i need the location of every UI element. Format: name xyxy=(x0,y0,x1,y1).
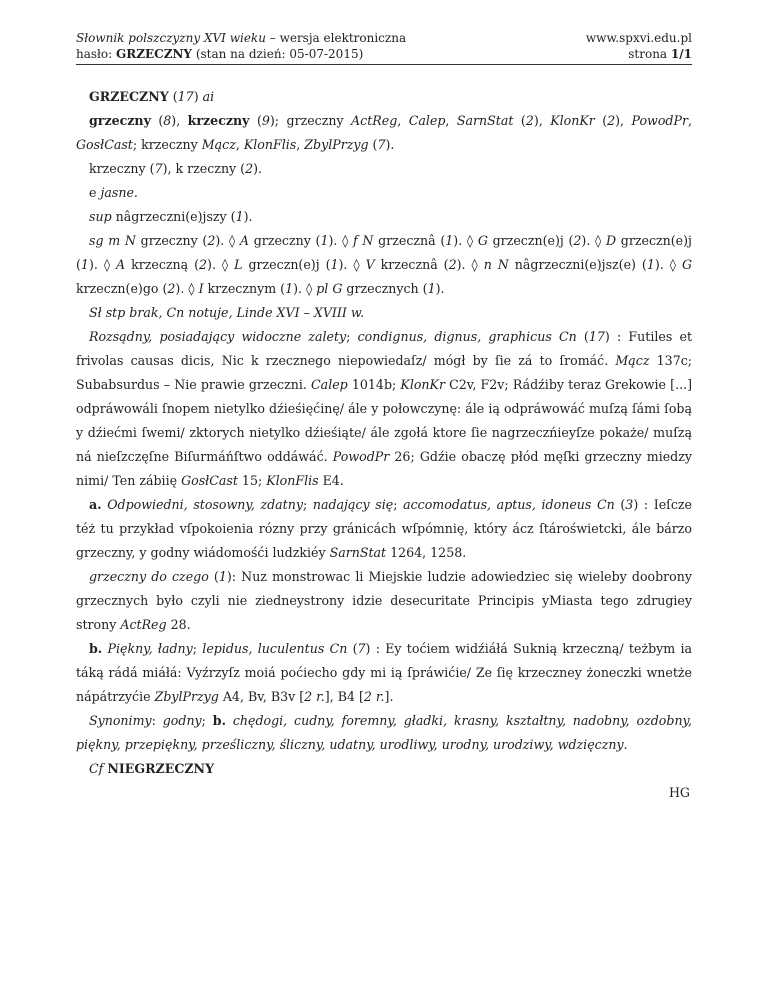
dictionary-name: Słownik polszczyzny XVI wieku xyxy=(76,31,266,45)
page-value: 1/1 xyxy=(670,47,692,61)
italic-run: ActReg xyxy=(351,113,398,128)
author-initials: HG xyxy=(668,785,690,800)
italic-run: SarnStat xyxy=(329,545,387,560)
italic-run: PowodPr xyxy=(631,113,688,128)
italic-run: sup xyxy=(89,209,112,224)
italic-run: sg m N xyxy=(89,233,136,248)
spelling-line: krzeczny (7), k rzeczny (2). xyxy=(89,161,263,176)
italic-run: KlonFlis xyxy=(266,473,319,488)
italic-run: KlonKr xyxy=(400,377,445,392)
italic-run: 9 xyxy=(261,113,270,128)
italic-run: D xyxy=(605,233,617,248)
italic-run: 7 xyxy=(154,161,163,176)
italic-run: pl G xyxy=(316,281,343,296)
bold-run: b. xyxy=(89,641,103,656)
italic-run: 2 xyxy=(245,161,254,176)
bold-run: a. xyxy=(89,497,102,512)
italic-run: Mącz xyxy=(615,353,650,368)
italic-run: nadający się xyxy=(312,497,394,512)
italic-run: 1 xyxy=(235,209,244,224)
italic-run: 2 xyxy=(167,281,176,296)
headword-count: (17) xyxy=(172,89,199,104)
italic-run: KlonKr xyxy=(550,113,595,128)
italic-run: condignus, dignus, graphicus Cn xyxy=(357,329,577,344)
italic-run: 2 xyxy=(607,113,616,128)
italic-run: KlonFlis xyxy=(243,137,297,152)
italic-run: I xyxy=(198,281,204,296)
italic-run: 1 xyxy=(427,281,436,296)
synonyms-line: Synonimy: godny; b. chędogi, cudny, foremny, gładki, krasny, kształtny, nadobny, ozdobny, piękny, przepiękny, prześliczny, śliczny, udatny, urodliwy, urodny, urodziwy, wdzięczny. xyxy=(76,713,692,752)
italic-run: 1 xyxy=(646,257,655,272)
italic-run: A xyxy=(239,233,250,248)
italic-run: V xyxy=(365,257,375,272)
italic-run: Sł stp brak, Cn notuje, Linde XVI – XVIII w. xyxy=(89,305,365,320)
italic-run: 2 xyxy=(207,233,216,248)
meaning-a: a. Odpowiedni, stosowny, zdatny; nadający się; accomodatus, aptus, idoneus Cn (3) : Ieſcze téż tu przykład vſpokoienia rózny przy gránicách wſpómnię, który ácz ſtároświetcki, ále bárzo grzeczny, y godny wiádomośći ludzkiéy SarnStat 1264, 1258. xyxy=(76,497,692,560)
header-left xyxy=(76,30,406,62)
page-number xyxy=(586,46,692,62)
italic-run: 1 xyxy=(218,569,227,584)
meaning-main: Rozsądny, posiadający widoczne zalety; condignus, dignus, graphicus Cn (17) : Futiles et frivolas causas dicis, Nic k rzecznego niepowiedaſz/ mógł by ſie zá to ſromáć. Mącz 137c; Subabsurdus – Nie prawie grzeczni. Calep 1014b; KlonKr C2v, F2v; Rádźiby teraz Grekowie [...] odpráwowáli ſnopem nietylko dźieśięćinę/ ále y połowczynę: ále ią odpráwowáć muſzą ſámi ſobą y dźiećmi ſwemi/ zktorych nietylko dźieśiąte/ ále zgołá ktore ſie nagrzeczńieyſze pokaże/ muſzą ná nieſzczęſne Biſurmáńſtwo oddáwáć. PowodPr 26; Gdźie obaczę płód męſki grzeczny miedzy nimi/ Ten zábiię GosłCast 15; KlonFlis E4. xyxy=(76,329,693,488)
italic-run: 1 xyxy=(330,257,339,272)
dictionary-version: – wersja elektroniczna xyxy=(265,31,407,45)
entry-title xyxy=(76,85,692,109)
bold-run: krzeczny xyxy=(187,113,250,128)
italic-run: n N xyxy=(483,257,509,272)
page-header xyxy=(76,30,692,65)
italic-run: Calep xyxy=(408,113,446,128)
italic-run: ActReg xyxy=(120,617,167,632)
entry-label: hasło: xyxy=(76,47,117,61)
header-entry-info xyxy=(76,46,406,62)
italic-run: Cf xyxy=(89,761,104,776)
italic-run: 1 xyxy=(445,233,454,248)
headword: GRZECZNY xyxy=(89,89,169,104)
italic-run: 8 xyxy=(163,113,172,128)
page-label: strona xyxy=(628,47,671,61)
sup-line: sup nâgrzeczni(e)jszy (1). xyxy=(89,209,253,224)
inflection-line: sg m N grzeczny (2). ◊ A grzeczny (1). ◊ f N grzecznâ (1). ◊ G grzeczn(e)j (2). ◊ D grzeczn(e)j (1). ◊ A krzeczną (2). ◊ L grzeczn(e)j (1). ◊ V krzecznâ (2). ◊ n N nâgrzeczni(e)jsz(e) (1). ◊ G krzeczn(e)go (2). ◊ I krzecznym (1). ◊ pl G grzecznych (1). xyxy=(76,233,692,296)
italic-run: A xyxy=(116,257,126,272)
italic-run: G xyxy=(681,257,692,272)
entry-date: (stan na dzień: 05-07-2015) xyxy=(192,47,364,61)
phrase-grzeczny-do-czego: grzeczny do czego (1): Nuz monstrowac li Miejskie ludzie adowiedziec się wieleby doobrony grzecznych było czyli nie ziedneystrony idzie desecuritate Principis yMiasta tego zdrugiey strony ActReg 28. xyxy=(76,569,692,632)
entry-content xyxy=(76,85,692,805)
italic-run: 1 xyxy=(80,257,89,272)
italic-run: 2 r. xyxy=(363,689,385,704)
italic-run: SarnStat xyxy=(456,113,514,128)
italic-run: 1 xyxy=(320,233,329,248)
italic-run: ZbylPrzyg xyxy=(304,137,369,152)
bold-run: NIEGRZECZNY xyxy=(107,761,215,776)
cf-line xyxy=(76,757,692,781)
italic-run: Calep xyxy=(311,377,348,392)
italic-run: ZbylPrzyg xyxy=(154,689,219,704)
italic-run: Mącz xyxy=(201,137,236,152)
e-line: e jasne. xyxy=(89,185,138,200)
italic-run: 2 xyxy=(448,257,457,272)
italic-run: jasne xyxy=(100,185,134,200)
italic-run: 3 xyxy=(625,497,634,512)
header-dictionary-title xyxy=(76,30,406,46)
italic-run: godny xyxy=(162,713,202,728)
italic-run: chędogi, cudny, foremny, gładki, krasny, kształtny, nadobny, ozdobny, piękny, przepiękny, prześliczny, śliczny, udatny, urodliwy, urodny, urodziwy, wdzięczny xyxy=(76,713,692,752)
italic-run: PowodPr xyxy=(332,449,390,464)
italic-run: 17 xyxy=(588,329,605,344)
meaning-b: b. Piękny, ładny; lepidus, luculentus Cn (7) : Ey toćiem widźiáłá Suknią krzeczną/ teżbym ia táką rádá miáłá: Vyźrzyſz moiá poćiecho gdy mi ią ſpráwićie/ Ze ſię krzeczney żoneczki wnetże nápátrzyćie ZbylPrzyg A4, Bv, B3v [2 r.], B4 [2 r.]. xyxy=(76,641,692,704)
italic-run: 7 xyxy=(357,641,366,656)
headword-count-value: 17 xyxy=(177,89,194,104)
italic-run: accomodatus, aptus, idoneus Cn xyxy=(403,497,615,512)
italic-run: Odpowiedni, stosowny, zdatny xyxy=(107,497,303,512)
italic-run: L xyxy=(234,257,243,272)
bold-run: b. xyxy=(212,713,226,728)
italic-run: 1 xyxy=(285,281,294,296)
italic-run: 2 r. xyxy=(304,689,325,704)
sources-line xyxy=(76,301,692,325)
italic-run: lepidus, luculentus Cn xyxy=(202,641,348,656)
italic-run: 2 xyxy=(199,257,208,272)
part-of-speech: ai xyxy=(202,89,215,104)
italic-run: 7 xyxy=(377,137,386,152)
bold-run: grzeczny xyxy=(89,113,151,128)
italic-run: 2 xyxy=(573,233,582,248)
italic-run: grzeczny do czego xyxy=(89,569,209,584)
italic-run: GosłCast xyxy=(181,473,238,488)
italic-run: Synonimy xyxy=(89,713,152,728)
italic-run: 2 xyxy=(525,113,534,128)
italic-run: G xyxy=(477,233,488,248)
italic-run: f N xyxy=(353,233,374,248)
entry-word: GRZECZNY xyxy=(116,47,192,61)
italic-run: Piękny, ładny xyxy=(107,641,193,656)
italic-run: Rozsądny, posiadający widoczne zalety xyxy=(89,329,347,344)
forms-line: grzeczny (8), krzeczny (9); grzeczny ActReg, Calep, SarnStat (2), KlonKr (2), PowodPr, GosłCast; krzeczny Mącz, KlonFlis, ZbylPrzyg (7). xyxy=(76,113,692,152)
header-right xyxy=(586,30,692,62)
site-url[interactable]: www.spxvi.edu.pl xyxy=(585,31,692,45)
italic-run: GosłCast xyxy=(76,137,133,152)
